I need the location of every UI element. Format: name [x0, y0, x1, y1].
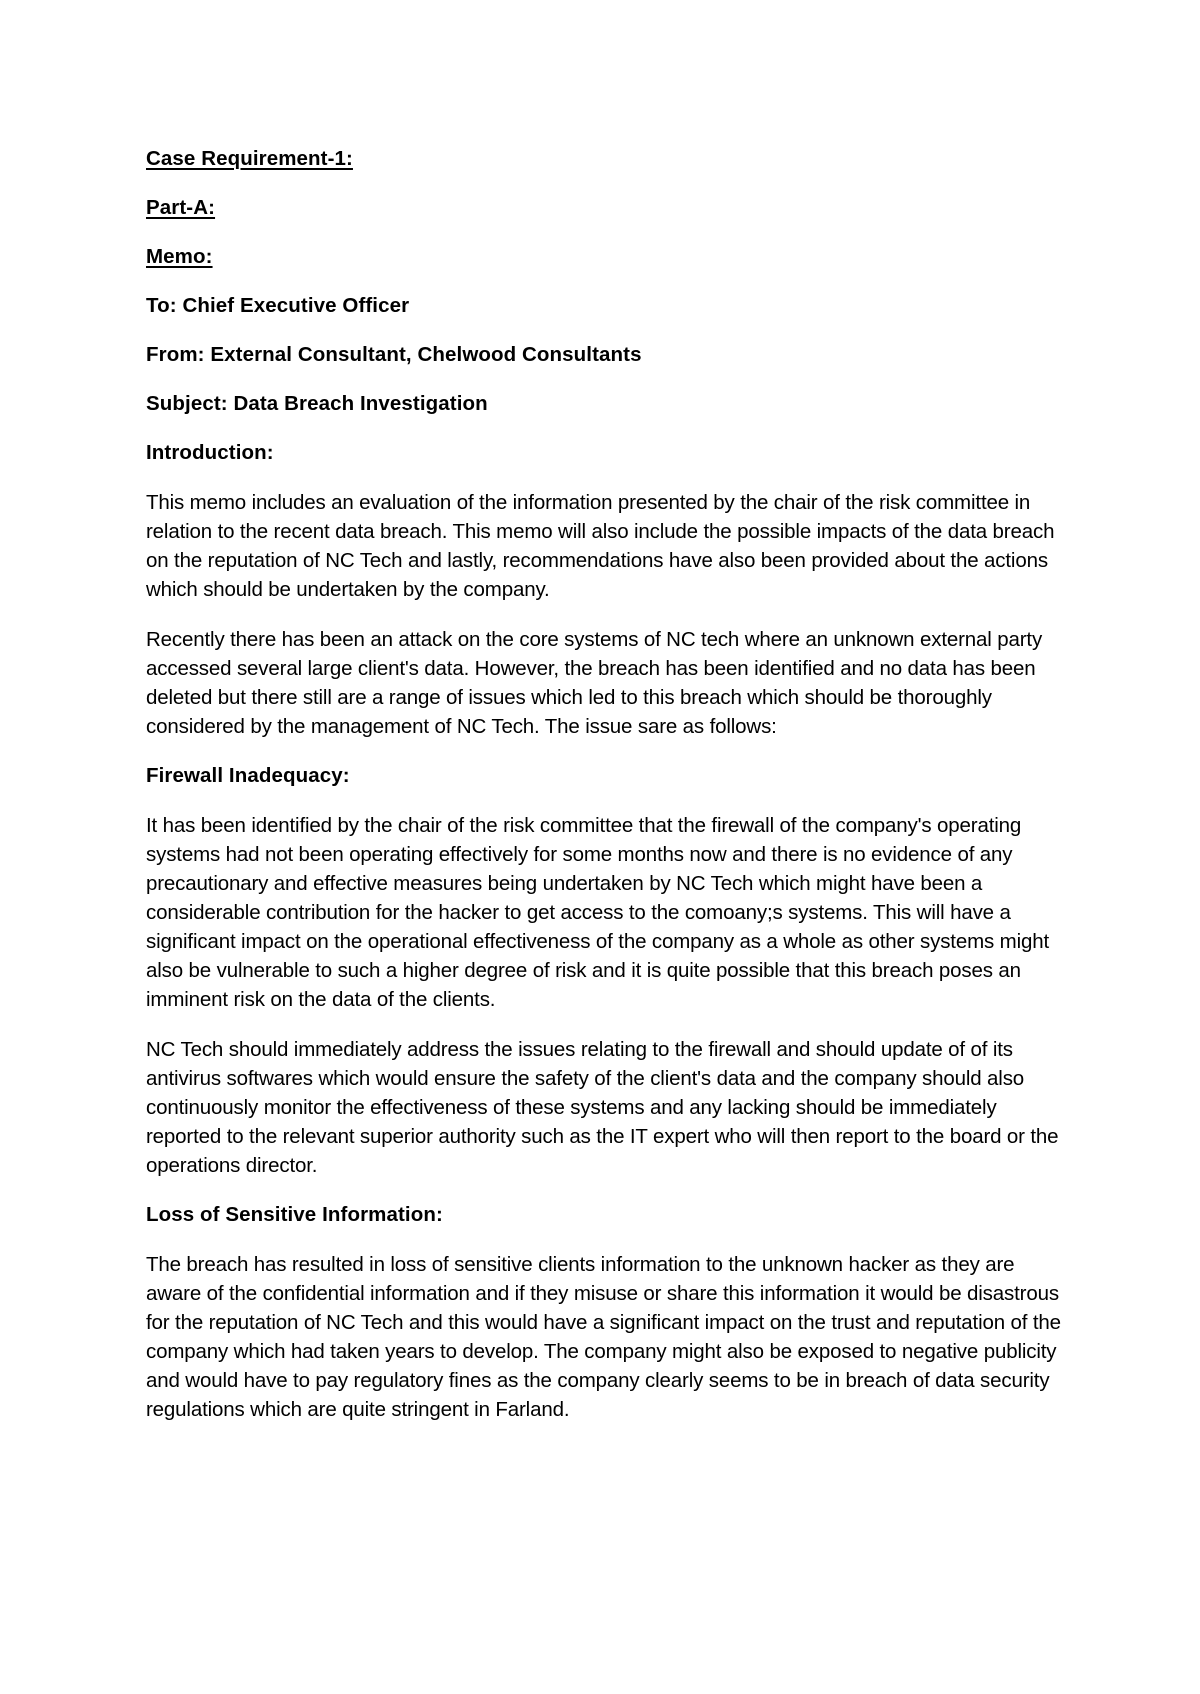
firewall-paragraph-1: It has been identified by the chair of the risk committee that the firewall of the company's operating systems had not been operating effectively for some months now and there is no evidence of any precautionary and effective measures being undertaken by NC Tech which might have been a considerable contribution for the hacker to get access to the comoany;s systems. This will have a significant impact on the operational effectiveness of the company as a whole as other systems might also be vulnerable to such a higher degree of risk and it is quite possible that this breach poses an imminent risk on the data of the clients.: [146, 814, 1050, 1011]
introduction-paragraph-1: This memo includes an evaluation of the information presented by the chair of the risk committee in relation to the recent data breach. This memo will also include the possible impacts of the data breach on the reputation of NC Tech and lastly, recommendations have also been provided about the actions which should be undertaken by the company.: [146, 491, 1055, 601]
memo-label: Memo:: [146, 245, 213, 268]
sensitive-information-paragraph-1: The breach has resulted in loss of sensitive clients information to the unknown hacker as they are aware of the confidential information and if they misuse or share this information it would be disastrous for the reputation of NC Tech and this would have a significant impact on the trust and reputation of the company which had taken years to develop. The company might also be exposed to negative publicity and would have to pay regulatory fines as the company clearly seems to be in breach of data security regulations which are quite stringent in Farland.: [146, 1253, 1061, 1421]
memo-subject: Subject: Data Breach Investigation: [146, 392, 488, 415]
section-heading-sensitive-information: Loss of Sensitive Information:: [146, 1203, 443, 1226]
introduction-paragraph-2: Recently there has been an attack on the core systems of NC tech where an unknown external party accessed several large client's data. However, the breach has been identified and no data has been deleted but there still are a range of issues which led to this breach which should be thoroughly considered by the management of NC Tech. The issue sare as follows:: [146, 628, 1043, 738]
part-heading: Part-A:: [146, 196, 216, 219]
memo-to: To: Chief Executive Officer: [146, 294, 410, 317]
section-heading-introduction: Introduction:: [146, 441, 274, 464]
firewall-paragraph-2: NC Tech should immediately address the issues relating to the firewall and should update of of its antivirus softwares which would ensure the safety of the client's data and the company should also continuously monitor the effectiveness of these systems and any lacking should be immediately reported to the relevant superior authority such as the IT expert who will then report to the board or the operations director.: [146, 1038, 1059, 1177]
memo-content: [146, 145, 1066, 1445]
memo-from: From: External Consultant, Chelwood Consultants: [146, 343, 642, 366]
section-heading-firewall: Firewall Inadequacy:: [146, 764, 350, 787]
case-requirement-heading: Case Requirement-1:: [146, 147, 353, 170]
